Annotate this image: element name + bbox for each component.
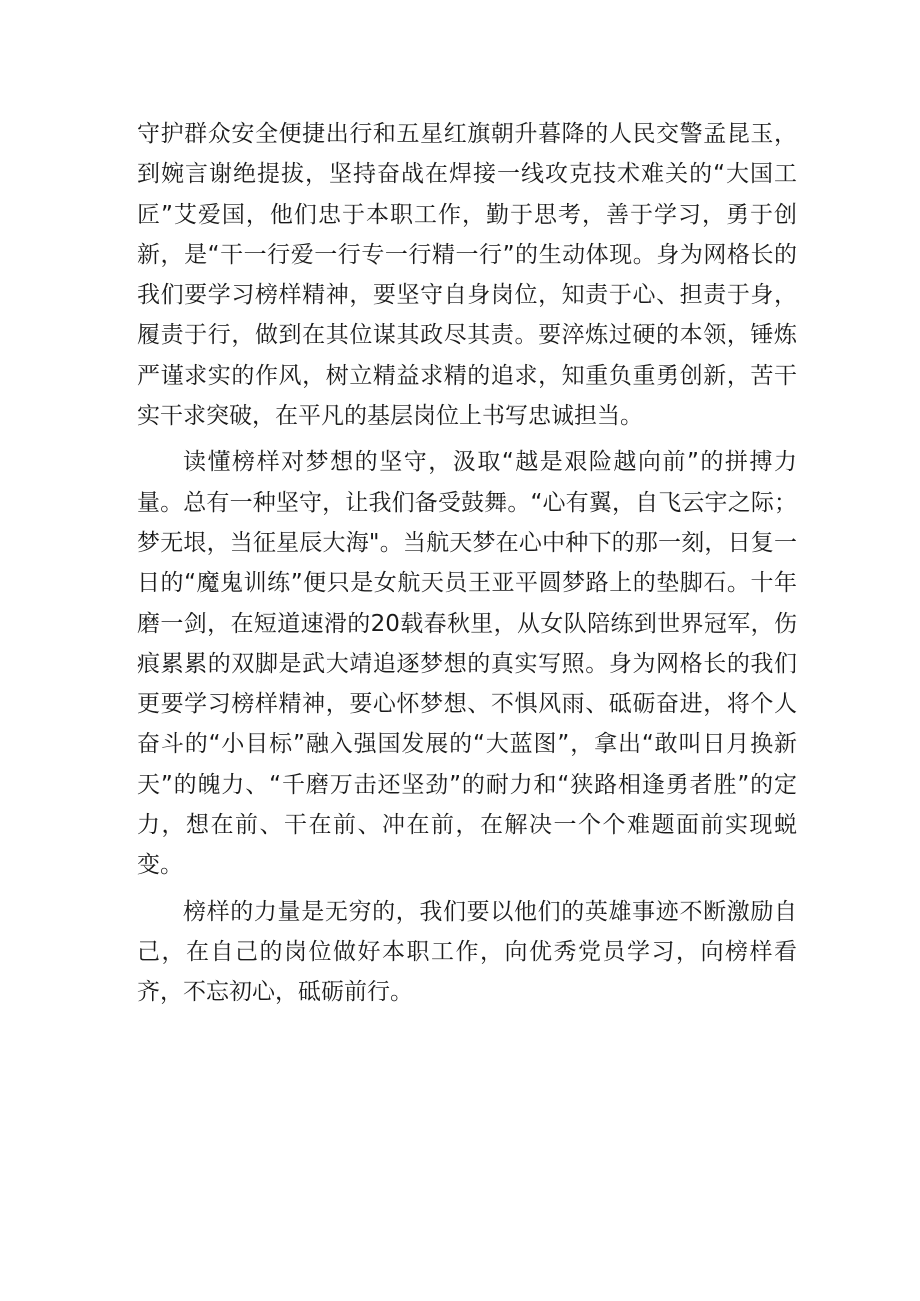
paragraph-1: 守护群众安全便捷出行和五星红旗朝升暮降的人民交警孟昆玉，到婉言谢绝提拔，坚持奋战在焊接一线攻克技术难关的“大国工匠”艾爱国，他们忠于本职工作，勤于思考，善于学习，勇于创新，是“干一行爱一行专一行精一行”的生动体现。身为网格长的我们要学习榜样精神，要坚守自身岗位，知责于心、担责于身，履责于行，做到在其位谋其政尽其责。要淬炼过硬的本领，锤炼严谨求实的作风，树立精益求精的追求，知重负重勇创新，苦干实干求突破，在平凡的基层岗位上书写忠诚担当。 [137, 121, 797, 430]
document-body [137, 114, 797, 1013]
paragraph-3: 榜样的力量是无穷的，我们要以他们的英雄事迹不断激励自己，在自己的岗位做好本职工作，向优秀党员学习，向榜样看齐，不忘初心，砥砺前行。 [137, 898, 797, 1006]
paragraph-2: 读懂榜样对梦想的坚守，汲取“越是艰险越向前”的拼搏力量。总有一种坚守，让我们备受鼓舞。“心有翼，自飞云宇之际；梦无垠，当征星辰大海"。当航天梦在心中种下的那一刻，日复一日的“魔鬼训练”便只是女航天员王亚平圆梦路上的垫脚石。十年磨一剑，在短道速滑的20载春秋里，从女队陪练到世界冠军，伤痕累累的双脚是武大靖追逐梦想的真实写照。身为网格长的我们更要学习榜样精神，要心怀梦想、不惧风雨、砥砺奋进，将个人奋斗的“小目标”融入强国发展的“大蓝图”，拿出“敢叫日月换新天”的魄力、“千磨万击还坚劲”的耐力和“狭路相逢勇者胜”的定力，想在前、干在前、冲在前，在解决一个个难题面前实现蜕变。 [137, 449, 797, 879]
